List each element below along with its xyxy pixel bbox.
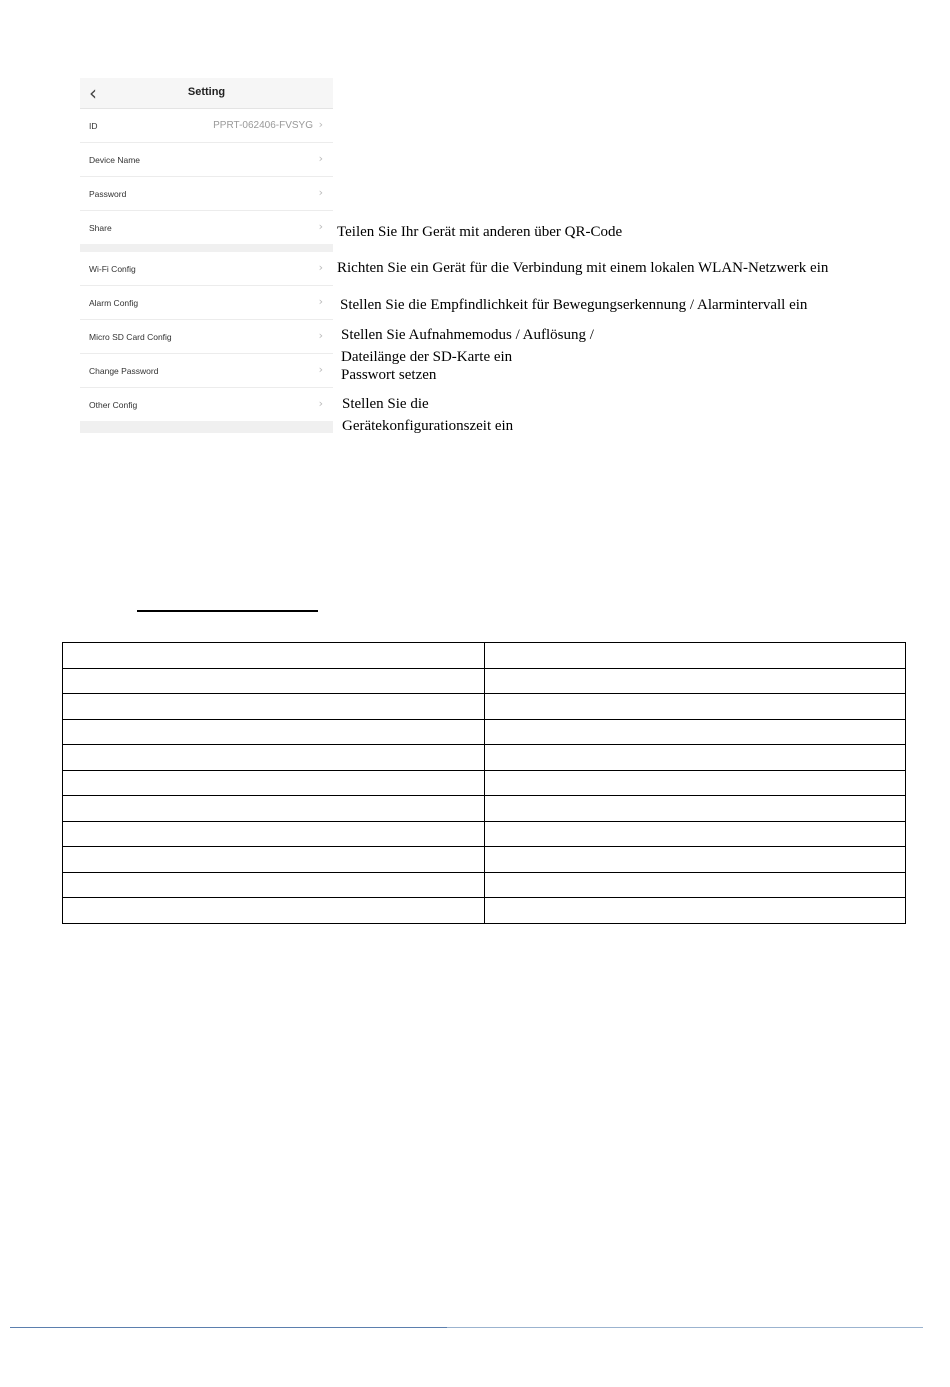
settings-row-share[interactable] — [80, 211, 333, 245]
table-cell — [484, 668, 906, 694]
settings-title: Setting — [187, 86, 226, 98]
row-label: Alarm Config — [89, 298, 139, 308]
settings-row-sd-card-config[interactable] — [80, 320, 333, 354]
annotation-sd-line2: Dateilänge der SD-Karte ein — [341, 349, 513, 365]
table-cell — [63, 898, 485, 924]
row-label: Change Password — [89, 366, 159, 376]
annotation-sd-line1: Stellen Sie Aufnahmemodus / Auflösung / — [341, 327, 594, 343]
chevron-right-icon: › — [318, 186, 323, 199]
settings-row-password[interactable] — [80, 177, 333, 211]
row-label: Share — [89, 223, 112, 233]
table-row — [63, 668, 906, 694]
heading-underline — [137, 610, 318, 612]
device-id-value: PPRT-062406-FVSYG — [213, 120, 313, 131]
row-label: Micro SD Card Config — [89, 332, 172, 342]
table-row — [63, 872, 906, 898]
chevron-right-icon: › — [318, 397, 323, 410]
table-cell — [63, 745, 485, 771]
section-divider — [80, 421, 333, 433]
chevron-right-icon: › — [318, 118, 323, 131]
table-row — [63, 770, 906, 796]
annotation-share: Teilen Sie Ihr Gerät mit anderen über QR-Code — [337, 224, 623, 240]
table-cell — [63, 668, 485, 694]
chevron-right-icon: › — [318, 329, 323, 342]
annotation-other-line2: Gerätekonfigurationszeit ein — [342, 418, 514, 434]
table-cell — [484, 745, 906, 771]
table-cell — [63, 847, 485, 873]
table-row — [63, 643, 906, 669]
row-label: Device Name — [89, 155, 141, 165]
settings-row-alarm-config[interactable] — [80, 286, 333, 320]
row-label: Wi-Fi Config — [89, 264, 136, 274]
table-cell — [63, 719, 485, 745]
table-cell — [484, 694, 906, 720]
table-cell — [63, 643, 485, 669]
table-cell — [484, 719, 906, 745]
row-label: ID — [89, 121, 98, 131]
table-row — [63, 694, 906, 720]
settings-row-device-name[interactable] — [80, 143, 333, 177]
chevron-right-icon: › — [318, 152, 323, 165]
table-cell — [484, 821, 906, 847]
table-cell — [484, 643, 906, 669]
spec-table — [62, 642, 906, 924]
table-row — [63, 847, 906, 873]
footer-rule-accent — [10, 1327, 447, 1328]
table-row — [63, 719, 906, 745]
table-cell — [63, 821, 485, 847]
table-row — [63, 821, 906, 847]
chevron-right-icon: › — [318, 295, 323, 308]
table-cell — [484, 872, 906, 898]
row-label: Password — [89, 189, 127, 199]
table-cell — [484, 847, 906, 873]
settings-row-wifi-config[interactable] — [80, 252, 333, 286]
settings-row-id[interactable] — [80, 109, 333, 143]
table-cell — [484, 770, 906, 796]
table-cell — [63, 770, 485, 796]
settings-screenshot — [80, 78, 333, 433]
chevron-right-icon: › — [318, 363, 323, 376]
chevron-right-icon: › — [318, 220, 323, 233]
table-row — [63, 796, 906, 822]
table-cell — [63, 872, 485, 898]
annotation-other-line1: Stellen Sie die — [342, 396, 429, 412]
settings-row-change-password[interactable] — [80, 354, 333, 388]
annotation-wifi: Richten Sie ein Gerät für die Verbindung mit einem lokalen WLAN-Netzwerk ein — [337, 260, 829, 276]
back-chevron-icon[interactable]: ‹ — [89, 81, 97, 105]
table-cell — [63, 796, 485, 822]
chevron-right-icon: › — [318, 261, 323, 274]
annotation-password: Passwort setzen — [341, 367, 437, 383]
table-cell — [484, 898, 906, 924]
table-row — [63, 898, 906, 924]
table-cell — [63, 694, 485, 720]
table-row — [63, 745, 906, 771]
row-label: Other Config — [89, 400, 138, 410]
settings-row-other-config[interactable] — [80, 388, 333, 422]
section-divider — [80, 244, 333, 252]
annotation-alarm: Stellen Sie die Empfindlichkeit für Bewegungserkennung / Alarmintervall ein — [340, 297, 808, 313]
table-cell — [484, 796, 906, 822]
settings-header — [80, 78, 333, 109]
